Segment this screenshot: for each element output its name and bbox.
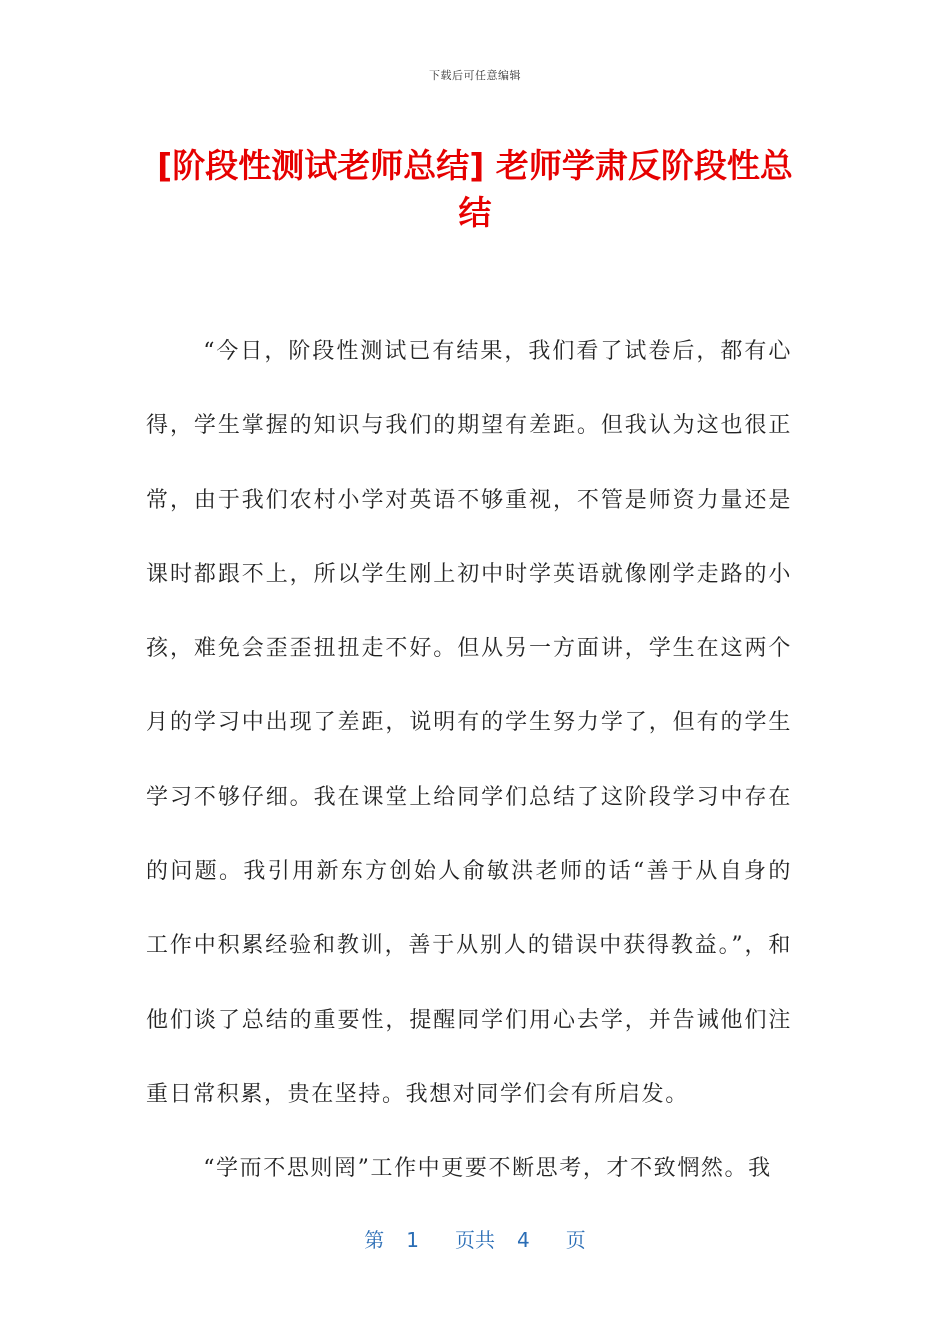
document-title: [阶段性测试老师总结] 老师学肃反阶段性总结 [157, 146, 793, 232]
body-paragraph: “学而不思则罔”工作中更要不断思考，才不致惘然。我 [203, 1156, 772, 1182]
header-note: 下载后可任意编辑 [429, 69, 521, 82]
body-paragraph: “今日，阶段性测试已有结果，我们看了试卷后，都有心得，学生掌握的知识与我们的期望有差距。但我认为这也很正常，由于我们农村小学对英语不够重视，不管是师资力量还是课时都跟不上，所以学生刚上初中时学英语就像刚学走路的小孩，难免会歪歪扭扭走不好。但从另一方面讲，学生在这两个月的学习中出现了差距，说明有的学生努力学了，但有的学生学习不够仔细。我在课堂上给同学们总结了这阶段学习中存在的问题。我引用新东方创始人俞敏洪老师的话“善于从自身的工作中积累经验和教训，善于从别人的错误中获得教益。”，和他们谈了总结的重要性，提醒同学们用心去学，并告诫他们注重日常积累，贵在坚持。我想对同学们会有所启发。 [146, 339, 792, 1107]
page-suffix: 页 [565, 1228, 586, 1252]
page-middle: 页共 [455, 1228, 495, 1252]
page-prefix: 第 [364, 1228, 385, 1252]
page-footer [0, 1224, 950, 1253]
page-current-number: 1 [406, 1228, 419, 1252]
document-body [146, 315, 792, 1207]
page-total-number: 4 [517, 1228, 530, 1252]
